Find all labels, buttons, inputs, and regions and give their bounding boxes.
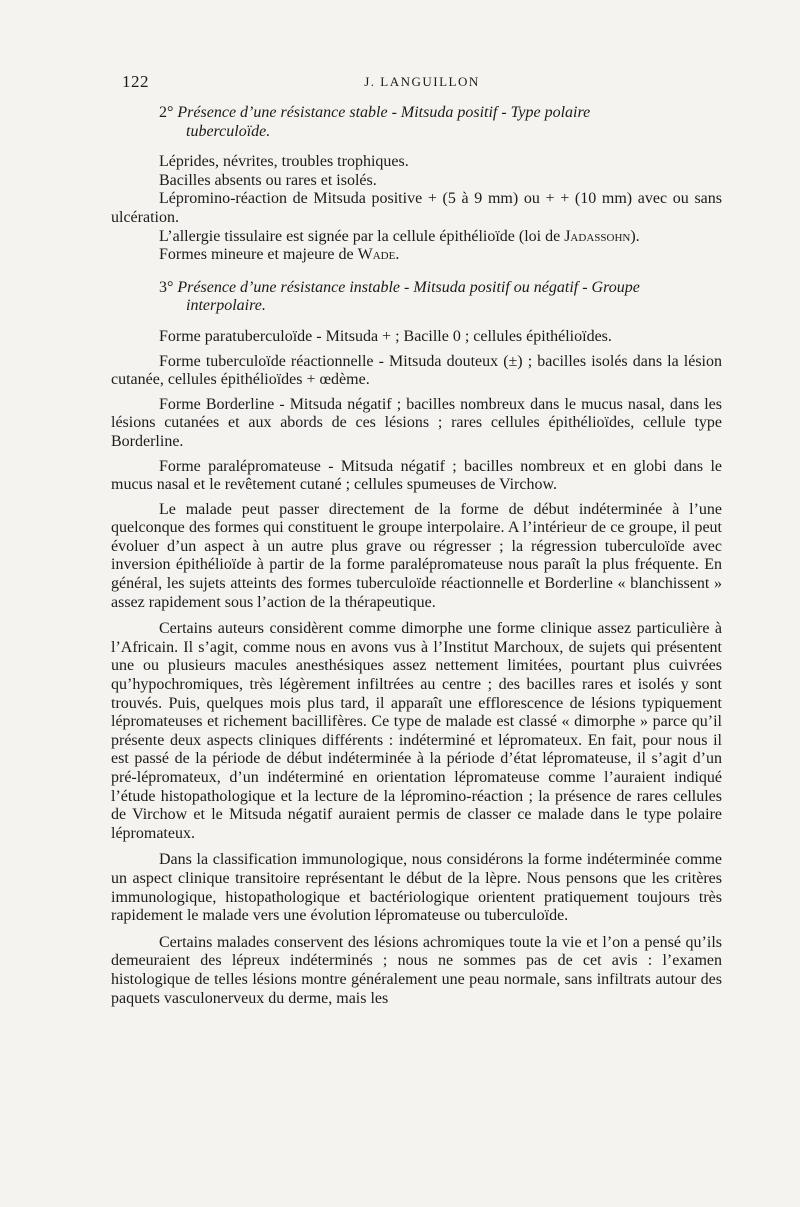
section-2-title-line1: Présence d’une résistance stable - Mitsuda positif - Type polaire [177, 104, 591, 121]
section-3-title-line1: Présence d’une résistance instable - Mitsuda positif ou négatif - Groupe [177, 278, 640, 296]
allergy-end: ). [630, 227, 640, 245]
section-2-title-line2: tuberculoïde. [186, 122, 271, 140]
section-3-title-line2: interpolaire. [186, 297, 266, 315]
author-jadassohn: Jadassohn [564, 227, 631, 245]
paragraph: Certains auteurs considèrent comme dimorphe une forme clinique assez particulière à l’Africain. Il s’agit, comme nous en avons vus à l’Institut Marchoux, de sujets qui présentent une ou plusieurs macules anesthésiques assez nettement limitées, pourtant plus cuivrées qu’hypochromiques, très légèrement infiltrées au centre ; des bacilles rares et isolés y sont trouvés. Puis, quelques mois plus tard, il apparaît une efflorescence de lésions typiquement lépromateuses et richement bacillifères. Ce type de malade est classé « dimorphe » parce qu’il présente deux aspects cliniques différents : indéterminé et lépromateux. En fait, pour nous il est passé de la période de début indéterminée à la période d’état lépromateuse, il s’agit d’un pré-lépromateux, d’un indéterminé en orientation lépromateuse comme l’auraient indiqué l’étude histopathologique et la lecture de la lépromino-réaction ; la présence de rares cellules de Virchow et le Mitsuda négatif auraient permis de classer ce malade dans le type polaire lépromateux. [111, 620, 722, 842]
allergy-text: L’allergie tissulaire est signée par la cellule épithélioïde (loi de [159, 227, 565, 245]
paragraph: Dans la classification immunologique, nous considérons la forme indéterminée comme un aspect clinique transitoire représentant le début de la lèpre. Nous pensons que les critères immunologique, histopathologique et bactériologique orientent pratiquement toujours très rapidement le malade vers une évolution lépromateuse ou tuberculoïde. [111, 851, 722, 925]
page-header [122, 72, 722, 94]
author-wade: Wade [357, 246, 396, 264]
paragraph: Certains malades conservent des lésions achromiques toute la vie et l’on a pensé qu’ils demeuraient des lépreux indéterminés ; nous ne sommes pas de cet avis : l’examen histologique de telles lésions montre généralement une peau normale, sans infiltrats autour des paquets vasculonerveux du derme, mais les [111, 933, 722, 1007]
running-head: J. LANGUILLON [364, 74, 480, 89]
forms-line [111, 246, 722, 265]
allergy-line [111, 228, 722, 247]
page-number: 122 [122, 72, 149, 91]
section-3-number: 3° [159, 278, 174, 296]
section-2-line: Bacilles absents ou rares et isolés. [159, 171, 377, 189]
paragraph: Forme Borderline - Mitsuda négatif ; bacilles nombreux dans le mucus nasal, dans les lésions cutanées et aux abords de ces lésions ; rares cellules épithélioïdes, cellule type Borderline. [111, 395, 722, 450]
paragraph: Forme paralépromateuse - Mitsuda négatif ; bacilles nombreux et en globi dans le mucus nasal et le revêtement cutané ; cellules spumeuses de Virchow. [111, 457, 722, 494]
paragraph: Forme tuberculoïde réactionnelle - Mitsuda douteux (±) ; bacilles isolés dans la lésion cutanée, cellules épithélioïdes + œdème. [111, 352, 722, 389]
paragraph: Le malade peut passer directement de la forme de début indéterminée à l’une quelconque des formes qui constituent le groupe interpolaire. A l’intérieur de ce groupe, il peut évoluer d’un aspect à un autre plus grave ou régresser ; la régression tuberculoïde avec inversion épithélioïde à partir de la forme paralépromateuse nous paraît la plus fréquente. En général, les sujets atteints des formes tuberculoïde réactionnelle et Borderline « blanchissent » assez rapidement sous l’action de la thérapeutique. [111, 500, 722, 611]
section-2-line: Léprides, névrites, troubles trophiques. [159, 153, 409, 171]
section-2-heading [111, 104, 722, 141]
page-body [111, 104, 722, 1008]
section-2-number: 2° [159, 104, 174, 121]
forms-text: Formes mineure et majeure de [159, 246, 358, 264]
section-3-heading [111, 279, 722, 316]
forms-end: . [395, 246, 400, 264]
mitsuda-paragraph: Lépromino-réaction de Mitsuda positive + (5 à 9 mm) ou + + (10 mm) avec ou sans ulcération. [111, 190, 722, 226]
paragraph: Forme paratuberculoïde - Mitsuda + ; Bacille 0 ; cellules épithélioïdes. [159, 327, 612, 345]
